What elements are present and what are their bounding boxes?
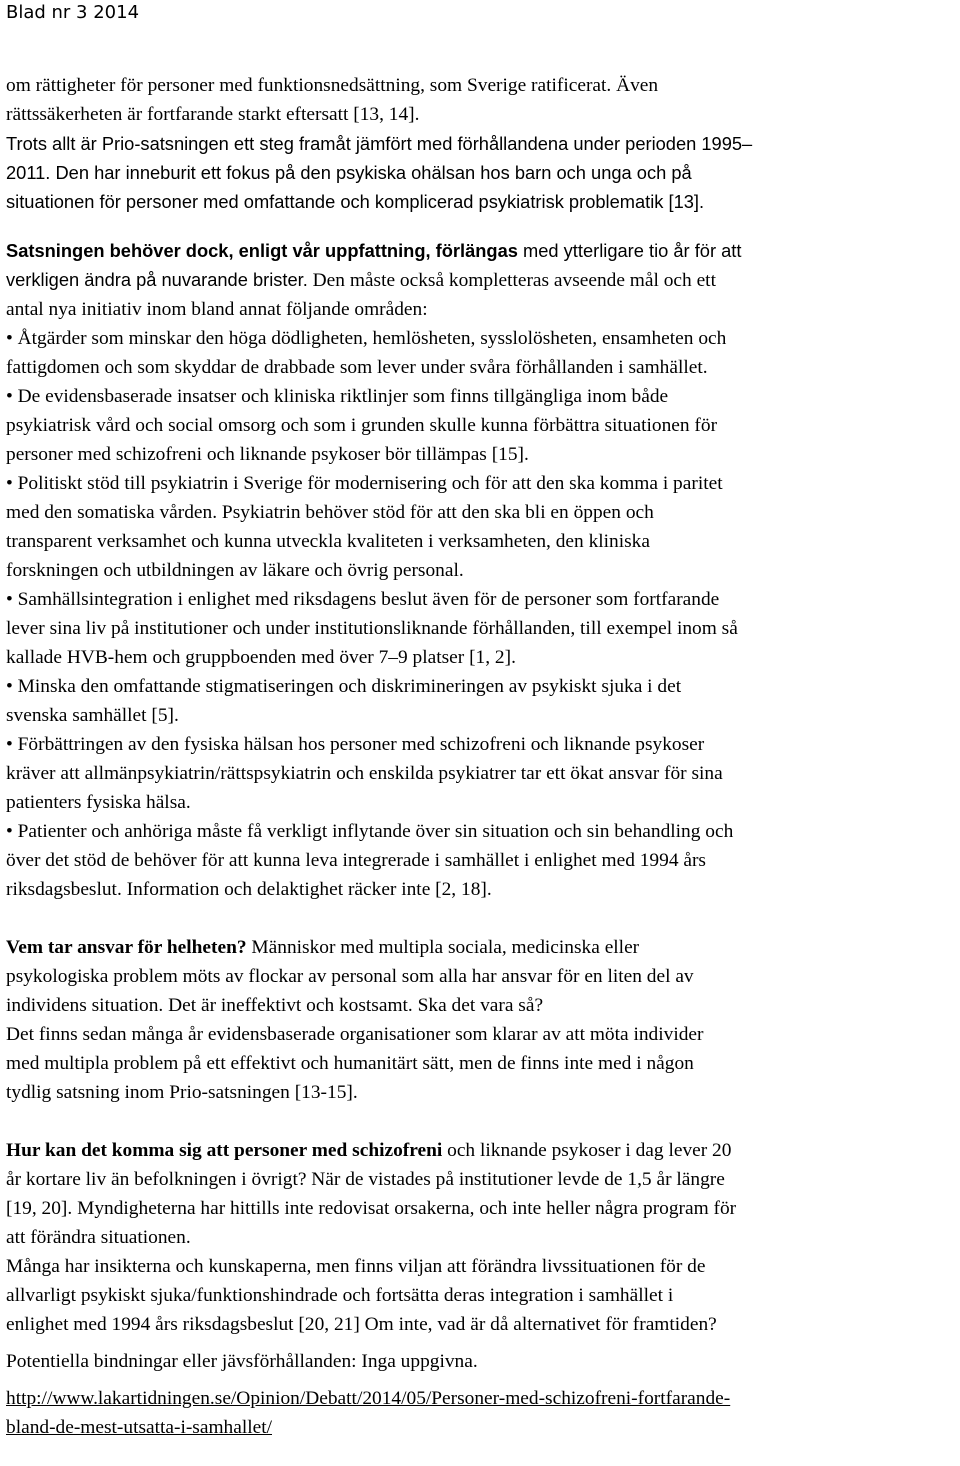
text-line: transparent verksamhet och kunna utveckla kvaliteten i verksamheten, den kliniska — [6, 531, 650, 552]
text-line: svenska samhället [5]. — [6, 705, 179, 726]
text-line: över det stöd de behöver för att kunna leva integrerade i samhället i enlighet med 1994 års — [6, 850, 706, 871]
text-line: Hur kan det komma sig att personer med schizofreni och liknande psykoser i dag lever 20 — [6, 1140, 732, 1161]
source-link-continuation[interactable]: bland-de-mest-utsatta-i-samhallet/ — [6, 1417, 272, 1438]
text-line: fattigdomen och som skyddar de drabbade som lever under svåra förhållanden i samhället. — [6, 357, 708, 378]
paragraph-responsibility — [6, 933, 956, 1107]
page-header: Blad nr 3 2014 — [6, 2, 140, 23]
text-line: personer med schizofreni och liknande psykoser bör tillämpas [15]. — [6, 444, 529, 465]
text-line: om rättigheter för personer med funktionsnedsättning, som Sverige ratificerat. Även — [6, 75, 659, 96]
text-line: Satsningen behöver dock, enligt vår uppfattning, förlängas med ytterligare tio år för att — [6, 240, 742, 261]
text-line: Vem tar ansvar för helheten? Människor med multipla sociala, medicinska eller — [6, 937, 640, 958]
bullet-line: • Samhällsintegration i enlighet med riksdagens beslut även för de personer som fortfarande — [6, 589, 720, 610]
text-line: verkligen ändra på nuvarande brister. Den måste också kompletteras avseende mål och ett — [6, 269, 716, 291]
disclosure-statement: Potentiella bindningar eller jävsförhållanden: Inga uppgivna. — [6, 1351, 478, 1372]
text-line: att förändra situationen. — [6, 1227, 191, 1248]
bullet-line: • De evidensbaserade insatser och kliniska riktlinjer som finns tillgängliga inom både — [6, 386, 669, 407]
text-line: enlighet med 1994 års riksdagsbeslut [20, 21] Om inte, vad är då alternativet för framtiden? — [6, 1314, 717, 1335]
text-line: år kortare liv än befolkningen i övrigt? När de vistades på institutioner levde de 1,5 år längre — [6, 1169, 725, 1190]
text-line: allvarligt psykiskt sjuka/funktionshindrade och fortsätta deras integration i samhället i — [6, 1285, 674, 1306]
bullet-line: • Åtgärder som minskar den höga dödligheten, hemlösheten, sysslolösheten, ensamheten och — [6, 328, 727, 349]
text-line: Det finns sedan många år evidensbaserade organisationer som klarar av att möta individer — [6, 1024, 704, 1045]
text-line: psykiatrisk vård och social omsorg och som i grunden skulle kunna förbättra situationen för — [6, 415, 718, 436]
paragraph-mortality — [6, 1136, 956, 1339]
bullet-line: • Minska den omfattande stigmatiseringen och diskrimineringen av psykiskt sjuka i det — [6, 676, 682, 697]
text-line: antal nya initiativ inom bland annat följande områden: — [6, 299, 428, 320]
paragraph-initiatives — [6, 236, 956, 904]
text-line: individens situation. Det är ineffektivt och kostsamt. Ska det vara så? — [6, 995, 544, 1016]
text-line: psykologiska problem möts av flockar av personal som alla har ansvar för en liten del av — [6, 966, 694, 987]
text-line: riksdagsbeslut. Information och delaktighet räcker inte [2, 18]. — [6, 879, 492, 900]
text-line: 2011. Den har inneburit ett fokus på den psykiska ohälsan hos barn och unga och på — [6, 162, 692, 183]
text-line: [19, 20]. Myndigheterna har hittills inte redovisat orsakerna, och inte heller några program för — [6, 1198, 737, 1219]
text-line: med multipla problem på ett effektivt och humanitärt sätt, men de finns inte med i någon — [6, 1053, 694, 1074]
bullet-line: • Förbättringen av den fysiska hälsan hos personer med schizofreni och liknande psykoser — [6, 734, 705, 755]
text-line: Trots allt är Prio-satsningen ett steg framåt jämfört med förhållandena under perioden 1995– — [6, 133, 753, 154]
text-line: forskningen och utbildningen av läkare och övrig personal. — [6, 560, 464, 581]
text-line: patienters fysiska hälsa. — [6, 792, 191, 813]
text-line: rättssäkerheten är fortfarande starkt eftersatt [13, 14]. — [6, 104, 420, 125]
source-link-block — [6, 1384, 956, 1442]
article-body — [6, 71, 956, 1442]
bullet-line: • Patienter och anhöriga måste få verkligt inflytande över sin situation och sin behandling och — [6, 821, 734, 842]
bold-lead: Hur kan det komma sig att personer med schizofreni — [6, 1140, 443, 1161]
bold-lead: Vem tar ansvar för helheten? — [6, 937, 247, 958]
paragraph-intro — [6, 71, 956, 216]
text-line: Många har insikterna och kunskaperna, men finns viljan att förändra livssituationen för de — [6, 1256, 706, 1277]
text-line: lever sina liv på institutioner och under institutionsliknande förhållanden, till exempel inom så — [6, 618, 738, 639]
bullet-line: • Politiskt stöd till psykiatrin i Sverige för modernisering och för att den ska komma i paritet — [6, 473, 723, 494]
text-line: med den somatiska vården. Psykiatrin behöver stöd för att den ska bli en öppen och — [6, 502, 654, 523]
text-line: kallade HVB-hem och gruppboenden med över 7–9 platser [1, 2]. — [6, 647, 516, 668]
bold-lead: Satsningen behöver dock, enligt vår uppfattning, förlängas — [6, 240, 518, 261]
text-line: kräver att allmänpsykiatrin/rättspsykiatrin och enskilda psykiatrer tar ett ökat ansvar för sina — [6, 763, 723, 784]
source-link[interactable]: http://www.lakartidningen.se/Opinion/Debatt/2014/05/Personer-med-schizofreni-fortfarande- — [6, 1388, 731, 1409]
text-line: tydlig satsning inom Prio-satsningen [13-15]. — [6, 1082, 358, 1103]
text-line: situationen för personer med omfattande och komplicerad psykiatrisk problematik [13]. — [6, 191, 705, 212]
